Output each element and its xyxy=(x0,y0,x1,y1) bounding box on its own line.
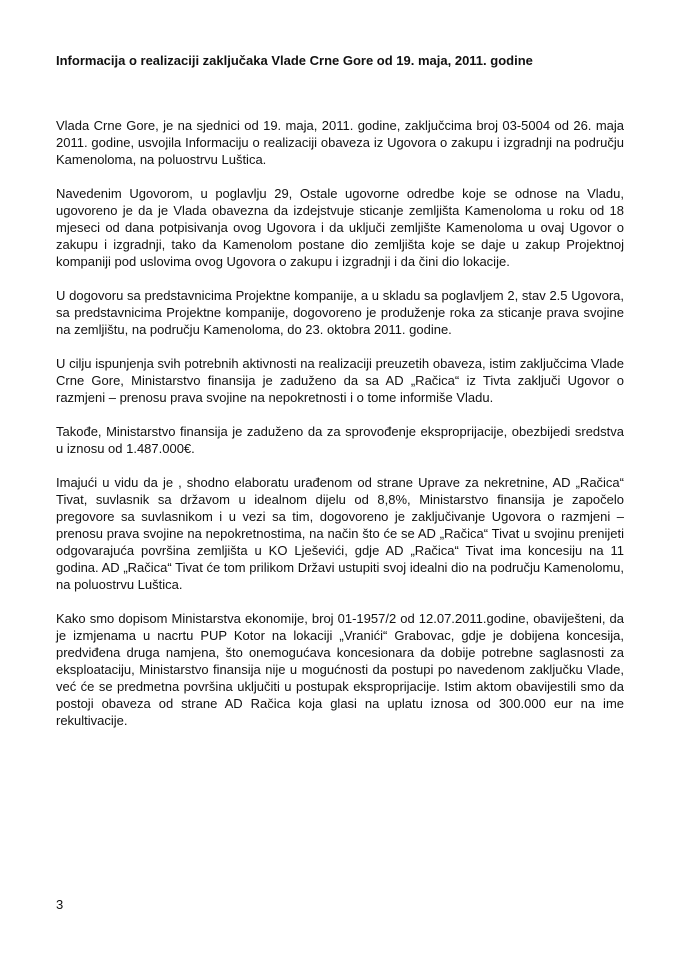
paragraph-2: Navedenim Ugovorom, u poglavlju 29, Ostale ugovorne odredbe koje se odnose na Vladu, ugovoreno je da je Vlada obavezna da izdejstvuje sticanje zemljišta Kamenoloma u roku od 18 mjeseci od dana potpisivanja ovog Ugovora i da uključi zemljište Kamenoloma u ovaj Ugovor o zakupu i izgradnji, tako da Kamenolom postane dio zemljišta koje se daje u zakup Projektnoj kompaniji pod uslovima ovog Ugovora o zakupu i izgradnji i da čini dio lokacije. xyxy=(56,186,624,269)
paragraph-4: U cilju ispunjenja svih potrebnih aktivnosti na realizaciji preuzetih obaveza, istim zaključcima Vlade Crne Gore, Ministarstvo finansija je zaduženo da sa AD „Račica“ iz Tivta zaključi Ugovor o razmjeni – prenosu prava svojine na nepokretnosti i o tome informiše Vladu. xyxy=(56,356,624,405)
page-number: 3 xyxy=(56,897,64,912)
paragraph-6: Imajući u vidu da je , shodno elaboratu urađenom od strane Uprave za nekretnine, AD „Račica“ Tivat, suvlasnik sa državom u idealnom dijelu od 8,8%, Ministarstvo finansija je započelo pregovore sa suvlasnikom i u vezi sa tim, dogovoreno je zaključivanje Ugovora o razmjeni – prenosu prava svojine na nepokretnostima, na način što će se AD „Račica“ Tivat u svojinu prenijeti odgovarajuća površina zemljišta u KO Lješevići, gdje AD „Račica“ Tivat ima koncesiju na 11 godina. AD „Račica“ Tivat će tom prilikom Državi ustupiti svoj idealni dio na području Kamenolomu, na poluostrvu Luštica. xyxy=(56,475,624,592)
paragraph-7: Kako smo dopisom Ministarstva ekonomije, broj 01-1957/2 od 12.07.2011.godine, obaviješteni, da je izmjenama u nacrtu PUP Kotor na lokaciji „Vranići“ Grabovac, gdje je dobijena koncesija, predviđena druga namjena, što onemogućava koncesionara da dobije potrebne saglasnosti za eksploataciju, Ministarstvo finansija nije u mogućnosti da postupi po navedenom zaključku Vlade, već će se predmetna površina uključiti u postupak eksproprijacije. Istim aktom obavijestili smo da postoji obaveza od strane AD Račica koja glasi na uplatu iznosa od 300.000 eur na ime rekultivacije. xyxy=(56,611,624,728)
document-body xyxy=(56,117,624,729)
paragraph-5: Takođe, Ministarstvo finansija je zaduženo da za sprovođenje eksproprijacije, obezbijedi sredstva u iznosu od 1.487.000€. xyxy=(56,424,624,456)
paragraph-1: Vlada Crne Gore, je na sjednici od 19. maja, 2011. godine, zaključcima broj 03-5004 od 26. maja 2011. godine, usvojila Informaciju o realizaciji obaveza iz Ugovora o zakupu i izgradnji na području Kamenoloma, na poluostrvu Luštica. xyxy=(56,118,624,167)
paragraph-3: U dogovoru sa predstavnicima Projektne kompanije, a u skladu sa poglavljem 2, stav 2.5 Ugovora, sa predstavnicima Projektne kompanije, dogovoreno je produženje roka za sticanje prava svojine na zemljištu, na području Kamenoloma, do 23. oktobra 2011. godine. xyxy=(56,288,624,337)
document-title: Informacija o realizaciji zaključaka Vlade Crne Gore od 19. maja, 2011. godine xyxy=(56,53,533,68)
